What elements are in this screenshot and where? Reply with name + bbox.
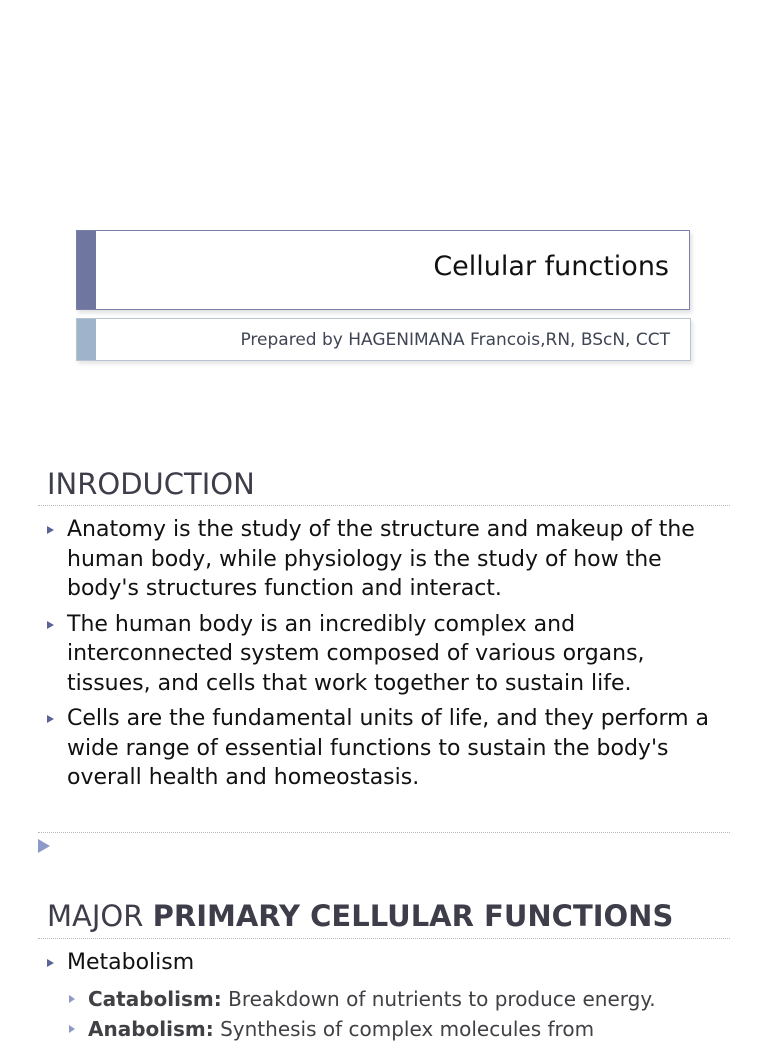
bullet-arrow-icon [47, 715, 54, 723]
intro-bullet [0, 704, 727, 793]
bullet-text: Metabolism [67, 950, 195, 975]
sub-bullet-text: Synthesis of complex molecules from [220, 1016, 595, 1041]
bullet-text: Cells are the fundamental units of life, and they perform a wide range of essential functions to sustain the body's overall health and homeostasis. [67, 706, 710, 790]
bullet-text: Anatomy is the study of the structure and makeup of the human body, while physiology is the study of how the body's structures function and interact. [67, 517, 695, 601]
bullet-arrow-icon [47, 526, 54, 534]
bullet-arrow-icon [38, 839, 50, 853]
functions-divider [38, 938, 730, 939]
functions-sub-bullet [0, 984, 728, 1014]
slide-title: Cellular functions [433, 251, 669, 282]
functions-bullet [0, 948, 727, 978]
slide-subtitle: Prepared by HAGENIMANA Francois,RN, BScN, CCT [240, 330, 670, 350]
sub-bullet-term: Anabolism: [88, 1016, 214, 1041]
section-divider [38, 832, 730, 833]
functions-bullet-list [0, 948, 728, 1044]
functions-heading [47, 899, 673, 933]
sub-bullet-term: Catabolism: [88, 986, 222, 1011]
functions-sub-bullet [0, 1014, 728, 1044]
subtitle-accent-bar [77, 319, 96, 360]
title-box [76, 230, 690, 310]
intro-divider [38, 505, 730, 506]
title-accent-bar [77, 231, 96, 309]
functions-heading-bold: PRIMARY CELLULAR FUNCTIONS [152, 899, 674, 933]
functions-heading-prefix: MAJOR [47, 899, 144, 933]
sub-bullet-arrow-icon [69, 995, 75, 1003]
sub-bullet-arrow-icon [69, 1025, 75, 1033]
intro-bullet-list [0, 515, 727, 799]
sub-bullet-text: Breakdown of nutrients to produce energy. [228, 986, 656, 1011]
bullet-text: The human body is an incredibly complex and interconnected system composed of various organs, tissues, and cells that work together to sustain life. [67, 611, 645, 696]
intro-bullet [0, 610, 727, 699]
bullet-arrow-icon [47, 959, 54, 967]
bullet-arrow-icon [47, 621, 54, 629]
subtitle-box [76, 318, 691, 361]
intro-bullet [0, 515, 727, 604]
intro-heading: INRODUCTION [47, 467, 255, 501]
